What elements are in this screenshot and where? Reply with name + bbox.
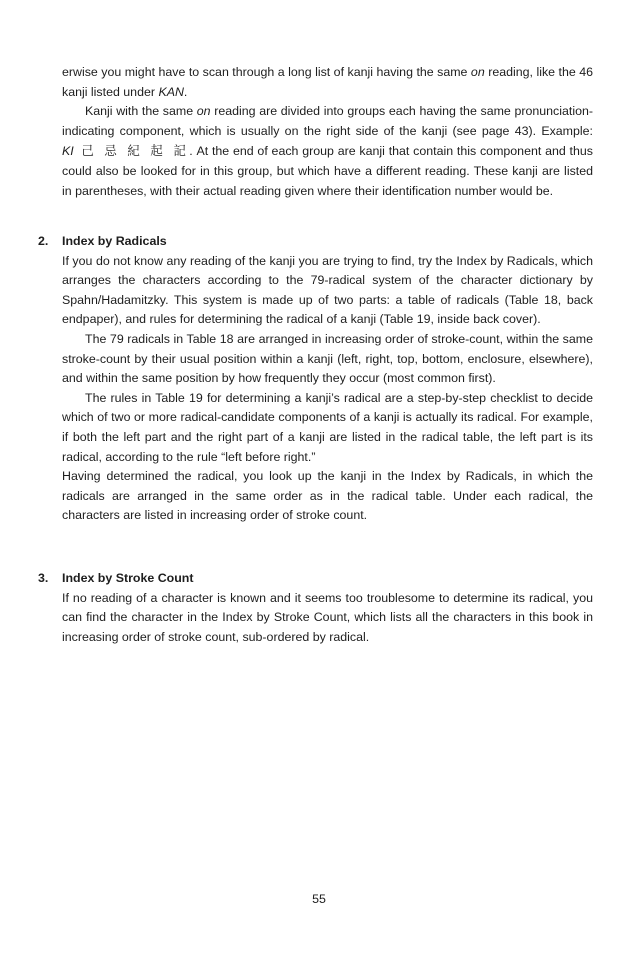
section-2-paragraph-3: The rules in Table 19 for determining a kanji’s radical are a step-by-step checklist to decide which of two or more radical-candidate components of a kanji is actually its radical. For example, if both the left part and the right part of a kanji are listed in the radical table, the left part is its radical, according to the rule “left before right.” <box>62 390 593 464</box>
section-3 <box>62 569 593 647</box>
page-number: 55 <box>312 892 326 906</box>
section-3-number: 3. <box>38 571 49 585</box>
section-2-paragraph-2: The 79 radicals in Table 18 are arranged in increasing order of stroke-count, within the same stroke-count by their usual position within a kanji (left, right, top, bottom, enclosure, elsewhere), and within the same position by how frequently they occur (most common first). <box>62 331 593 386</box>
section-3-heading: Index by Stroke Count <box>62 571 194 585</box>
example-kanji: 己 忌 紀 起 記 <box>81 143 190 159</box>
intro-paragraph-2: Kanji with the same on reading are divided into groups each having the same pronunciation-indicating component, which is usually on the right side of the kanji (see page 43). Example: KI 己 忌 紀 起 記. At the end of each group are kanji that contain this component and thus could also be looked for in this group, but which have a different reading. These kanji are listed in parentheses, with their actual reading given where their identification number would be. <box>62 104 593 198</box>
section-2-heading: Index by Radicals <box>62 234 167 248</box>
section-2-paragraph-1: If you do not know any reading of the kanji you are trying to find, try the Index by Radicals, which arranges the characters according to the 79-radical system of the character dictionary by Spahn/Hadamitzky. This system is made up of two parts: a table of radicals (Table 18, back endpaper), and rules for determining the radical of a kanji (Table 19, inside back cover). <box>62 253 593 327</box>
example-label: KI <box>62 144 74 159</box>
section-2-paragraph-4: Having determined the radical, you look up the kanji in the Index by Radicals, in which the radicals are arranged in the same order as in the radical table. Under each radical, the characters are listed in increasing order of stroke count. <box>62 469 593 523</box>
section-2-number: 2. <box>38 234 49 248</box>
section-2 <box>62 232 593 526</box>
intro-paragraph-1: erwise you might have to scan through a long list of kanji having the same on reading, like the 46 kanji listed under KAN. <box>62 65 593 99</box>
intro-section <box>62 63 593 201</box>
section-3-paragraph-1: If no reading of a character is known and it seems too troublesome to determine its radical, you can find the character in the Index by Stroke Count, which lists all the characters in this book in increasing order of stroke count, sub-ordered by radical. <box>62 590 593 644</box>
